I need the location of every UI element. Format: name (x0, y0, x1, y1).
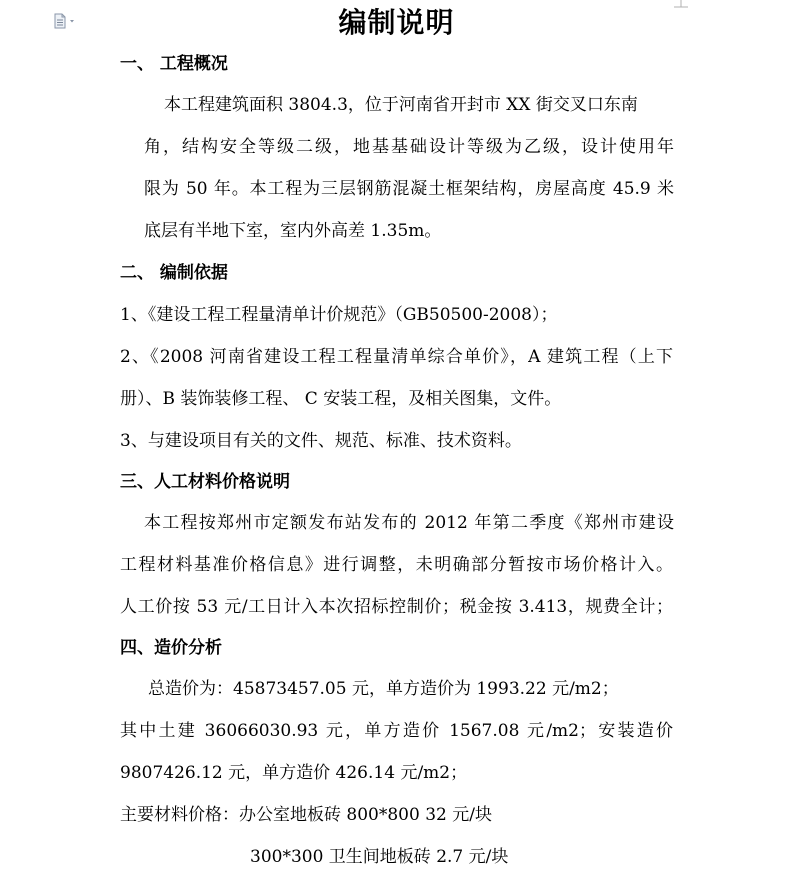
list-item-continuation: 册）、B 装饰装修工程、 C 安装工程，及相关图集，文件。 (120, 389, 562, 409)
list-item: 3、与建设项目有关的文件、规范、标准、技术资料。 (120, 431, 522, 451)
paragraph-line: 本工程按郑州市定额发布站发布的 2012 年第二季度《郑州市建设 (144, 513, 674, 533)
list-item: 1、《建设工程工程量清单计价规范》（GB50500-2008）； (120, 305, 558, 325)
section-heading-cost-analysis: 四、造价分析 (120, 638, 222, 658)
paragraph-line: 本工程建筑面积 3804.3，位于河南省开封市 XX 街交叉口东南 (164, 95, 638, 115)
section-heading-overview: 一、 工程概况 (120, 54, 228, 74)
paragraph-line: 底层有半地下室，室内外高差 1.35m。 (144, 221, 442, 241)
section-heading-prices: 三、人工材料价格说明 (120, 472, 290, 492)
section-heading-basis: 二、 编制依据 (120, 263, 228, 283)
paragraph-line: 总造价为：45873457.05 元，单方造价为 1993.22 元/m2； (148, 679, 619, 699)
paragraph-line: 角，结构安全等级二级，地基基础设计等级为乙级，设计使用年 (144, 137, 674, 157)
list-item: 2、《2008 河南省建设工程工程量清单综合单价》，A 建筑工程（上下 (120, 347, 673, 367)
paragraph-line: 人工价按 53 元/工日计入本次招标控制价；税金按 3.413，规费全计； (120, 597, 673, 617)
paragraph-line: 限为 50 年。本工程为三层钢筋混凝土框架结构，房屋高度 45.9 米 (144, 179, 674, 199)
paragraph-line: 工程材料基准价格信息》进行调整，未明确部分暂按市场价格计入。 (120, 555, 673, 575)
paragraph-line: 其中土建 36066030.93 元，单方造价 1567.08 元/m2；安装造价 (120, 721, 673, 741)
page-title: 编制说明 (338, 6, 455, 39)
paragraph-line: 主要材料价格：办公室地板砖 800*800 32 元/块 (120, 805, 492, 825)
paragraph-line: 9807426.12 元，单方造价 426.14 元/m2； (120, 763, 468, 783)
paragraph-line: 300*300 卫生间地板砖 2.7 元/块 (250, 847, 509, 867)
